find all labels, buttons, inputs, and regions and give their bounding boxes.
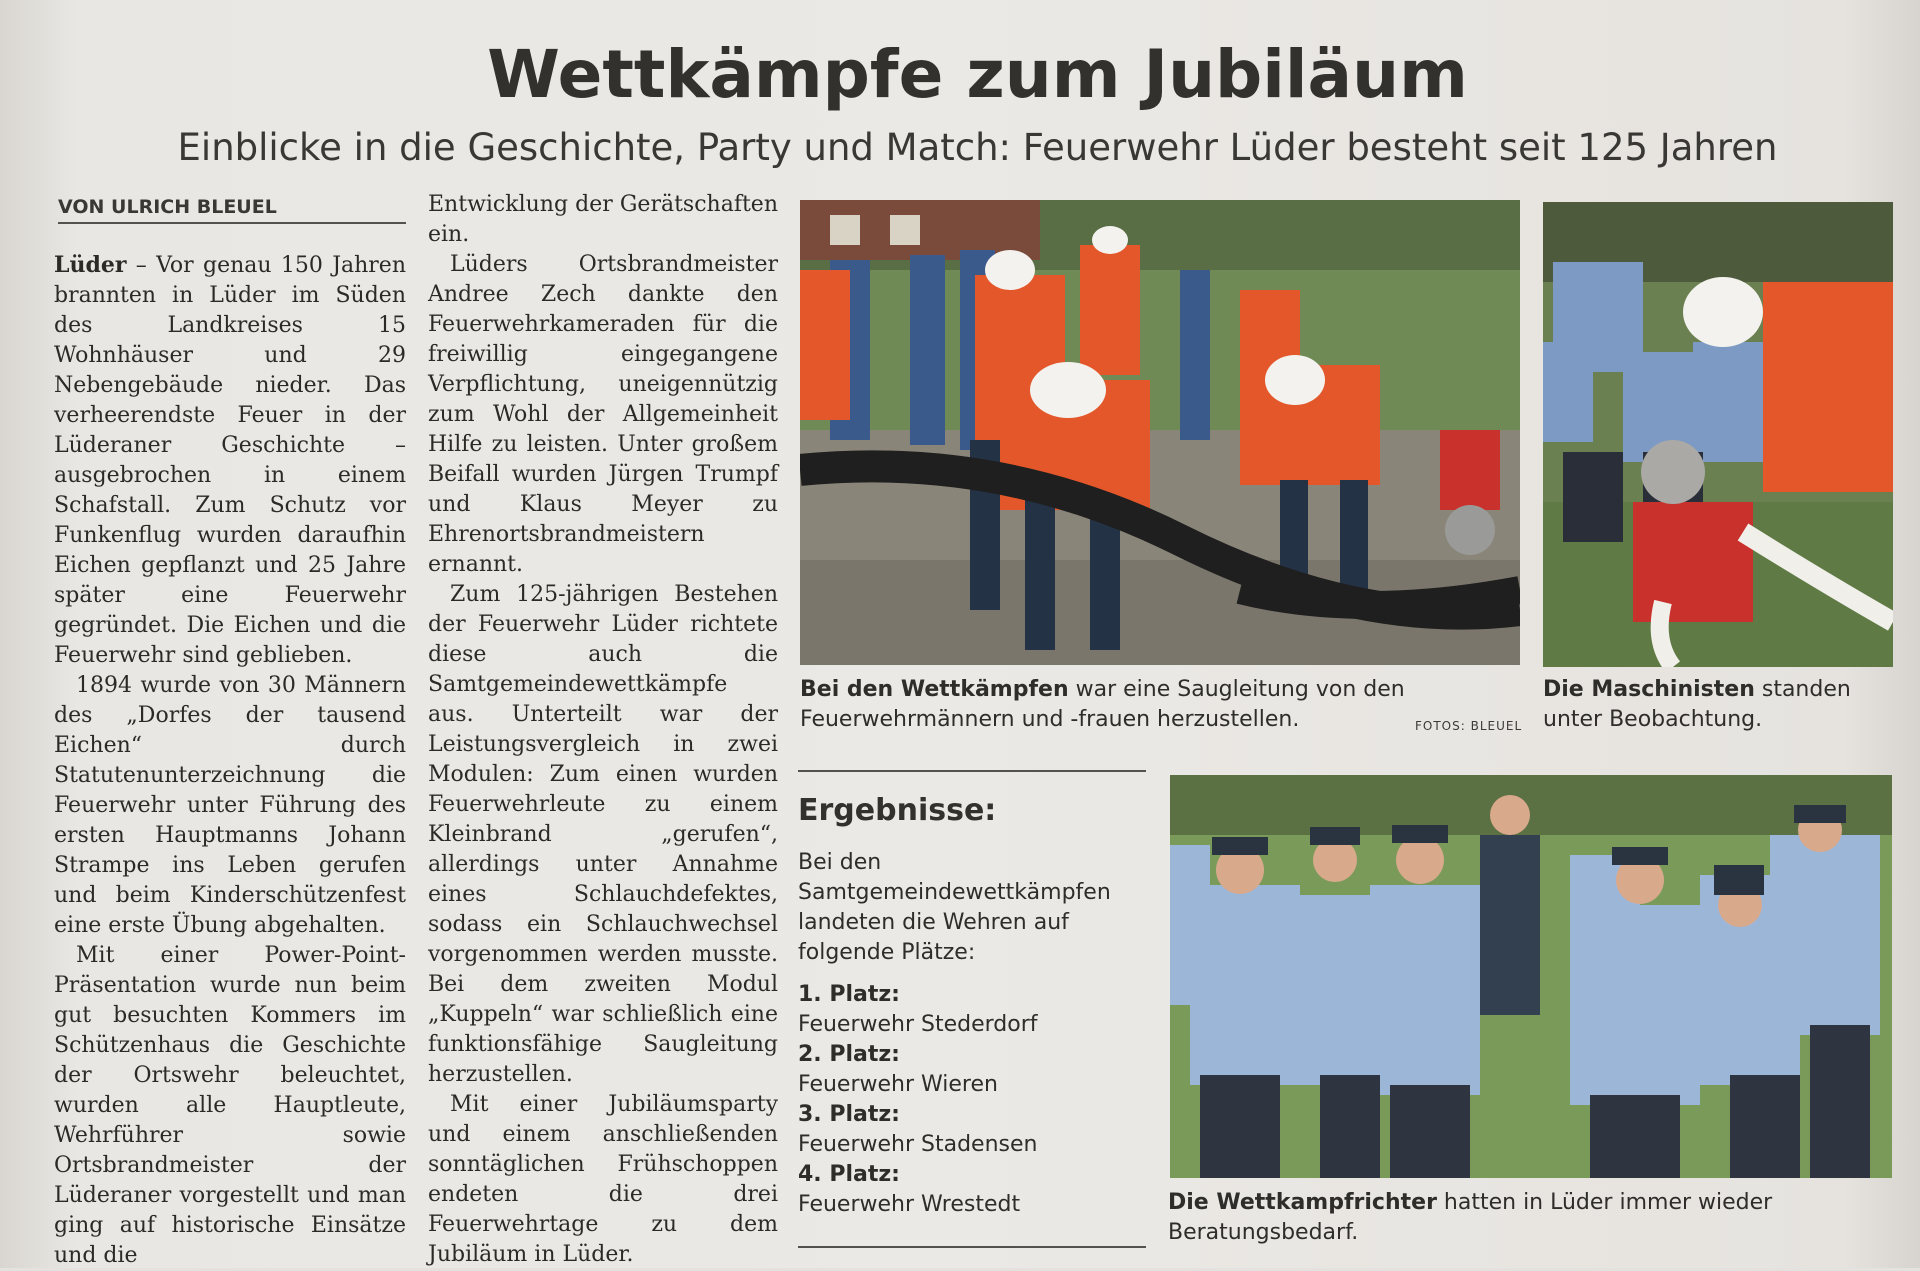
photo-caption (800, 675, 1523, 735)
subheadline: Einblicke in die Geschichte, Party und Match: Feuerwehr Lüder besteht seit 125 Jahren (177, 126, 1778, 169)
dateline: Lüder (54, 252, 127, 278)
place-team: Feuerwehr Stadensen (798, 1132, 1038, 1157)
photo-machinists (1543, 202, 1893, 667)
caption-text: hatten in Lüder immer wieder Beratungsbedarf. (1168, 1190, 1773, 1245)
results-intro: Bei den Samtgemeindewettkämpfen landeten die Wehren auf folgende Plätze: (798, 850, 1111, 965)
divider (798, 1246, 1146, 1248)
headline: Wettkämpfe zum Jubiläum (487, 36, 1468, 113)
byline: VON ULRICH BLEUEL (58, 196, 406, 224)
caption-lead: Die Wettkampfrichter (1168, 1190, 1437, 1215)
paragraph: Lüders Ortsbrandmeister Andree Zech dankte den Feuerwehrkameraden für die freiwillig eingegangene Verpflichtung, uneigennützig zum Wohl der Allgemeinheit Hilfe zu leisten. Unter großem Beifall wurden Jürgen Trumpf und Klaus Meyer zu Ehrenortsbrandmeistern ernannt. (428, 252, 778, 577)
caption-lead: Die Maschinisten (1543, 677, 1755, 702)
article-column-1 (54, 250, 406, 1271)
place-label: 1. Platz: (798, 982, 900, 1007)
divider (798, 770, 1146, 772)
caption-lead: Bei den Wettkämpfen (800, 677, 1069, 702)
article-column-2 (428, 190, 778, 1270)
place-team: Feuerwehr Wrestedt (798, 1192, 1021, 1217)
photo-caption (1543, 675, 1893, 735)
place-label: 2. Platz: (798, 1042, 900, 1067)
photo-credit: FOTOS: BLEUEL (1415, 719, 1523, 733)
photo-judges (1170, 775, 1892, 1178)
paragraph: Zum 125-jährigen Bestehen der Feuerwehr Lüder richtete diese auch die Samtgemeindewettkämpfe aus. Unterteilt war der Leistungsvergleich in zwei Modulen: Zum einen wurden Feuerwehrleute zu einem Kleinbrand „gerufen“, allerdings unter Annahme eines Schlauchdefektes, sodass ein Schlauchwechsel vorgenommen werden musste. Bei dem zweiten Modul „Kuppeln“ war schließlich eine funktionsfähige Saugleitung herzustellen. (428, 582, 778, 1087)
photo-caption (1168, 1188, 1893, 1248)
paragraph: Mit einer Jubiläumsparty und einem anschließenden sonntäglichen Frühschoppen endeten die drei Feuerwehrtage zu dem Jubiläum in Lüder. (428, 1092, 778, 1267)
paragraph-text: – Vor genau 150 Jahren brannten in Lüder im Süden des Landkreises 15 Wohnhäuser und 29 Nebengebäude nieder. Das verheerendste Feuer in der Lüderaner Geschichte – ausgebrochen in einem Schafstall. Zum Schutz vor Funkenflug wurden daraufhin Eichen gepflanzt und 25 Jahre später eine Feuerwehr gegründet. Die Eichen und die Feuerwehr sind geblieben. (54, 253, 406, 668)
paragraph: Entwicklung der Gerätschaften ein. (428, 192, 778, 247)
paragraph: Mit einer Power-Point-Präsentation wurde nun beim gut besuchten Kommers im Schützenhaus die Geschichte der Ortswehr beleuchtet, wurden alle Hauptleute, Wehrführer sowie Ortsbrandmeister der Lüderaner vorgestellt und man ging auf historische Einsätze und die (54, 943, 406, 1268)
photo-firefighters-competition (800, 200, 1520, 665)
place-label: 4. Platz: (798, 1162, 900, 1187)
place-team: Feuerwehr Stederdorf (798, 1012, 1038, 1037)
place-label: 3. Platz: (798, 1102, 900, 1127)
paragraph (54, 250, 406, 671)
caption-text: war eine Saugleitung von den Feuerwehrmännern und -frauen herzustellen. (800, 677, 1405, 732)
paragraph: 1894 wurde von 30 Männern des „Dorfes der tausend Eichen“ durch Statutenunterzeichnung die Feuerwehr unter Führung des ersten Hauptmanns Johann Strampe ins Leben gerufen und beim Kinderschützenfest eine erste Übung abgehalten. (54, 673, 406, 938)
results-box (798, 770, 1146, 1220)
caption-text: standen unter Beobachtung. (1543, 677, 1851, 732)
results-title: Ergebnisse: (798, 793, 997, 828)
place-team: Feuerwehr Wieren (798, 1072, 998, 1097)
results-list (798, 980, 1146, 1220)
